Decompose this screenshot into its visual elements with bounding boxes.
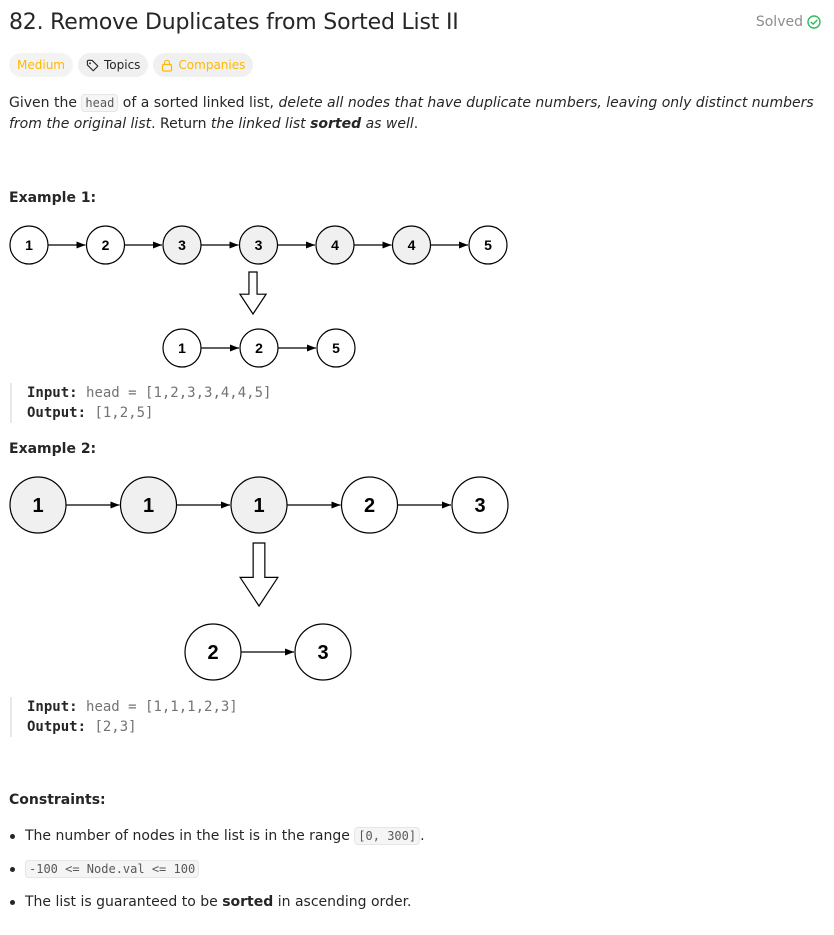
example-1-io — [10, 383, 271, 423]
desc-text: of a sorted linked list, — [118, 95, 279, 111]
topics-label: Topics — [103, 58, 141, 72]
desc-emphasis-text: the linked list — [210, 116, 311, 132]
constraint-text: in ascending order. — [273, 894, 412, 910]
companies-tag[interactable] — [153, 53, 253, 77]
constraint-item — [9, 892, 809, 925]
output-key: Output: — [27, 719, 87, 735]
difficulty-badge[interactable]: Medium — [9, 53, 73, 77]
example-2-label: Example 2: — [9, 441, 97, 457]
list-node-value: 3 — [178, 237, 186, 254]
desc-emphasis: delete all nodes that have duplicate numbers, leaving only distinct numbers from the original list — [9, 95, 814, 132]
output-key: Output: — [27, 405, 87, 421]
desc-strong: sorted — [310, 116, 362, 132]
desc-text: . — [413, 116, 419, 132]
constraint-text: . — [420, 828, 425, 844]
desc-text: . Return — [151, 116, 211, 132]
example-2-io — [10, 697, 238, 737]
solved-status — [756, 12, 821, 32]
list-node-value: 3 — [317, 642, 329, 665]
desc-emphasis — [211, 116, 414, 132]
title-row — [9, 8, 821, 38]
output-value: [2,3] — [94, 719, 137, 735]
list-node-value: 1 — [178, 340, 186, 357]
inline-code-head: head — [81, 94, 118, 112]
desc-text: Given the — [9, 95, 82, 111]
tag-row — [9, 53, 253, 77]
list-node-value: 1 — [142, 495, 155, 518]
transform-arrow-icon — [240, 543, 278, 606]
constraints-list — [9, 826, 809, 925]
list-node-value: 5 — [484, 237, 492, 254]
constraints-label: Constraints: — [9, 792, 106, 808]
list-node-value: 1 — [32, 495, 44, 518]
list-node-value: 2 — [207, 642, 219, 665]
topics-tag[interactable] — [78, 53, 148, 77]
constraint-item — [9, 826, 809, 859]
input-key: Input: — [27, 699, 78, 715]
list-node-value: 4 — [331, 237, 339, 254]
lock-icon — [161, 59, 173, 72]
transform-arrow-icon — [240, 272, 266, 314]
desc-emphasis-text: as well — [361, 116, 414, 132]
list-node-value: 2 — [363, 495, 376, 518]
list-node-value: 2 — [101, 237, 110, 254]
example-1-diagram — [0, 215, 520, 373]
tag-icon — [86, 59, 99, 72]
check-circle-icon — [807, 15, 821, 29]
input-value: head = [1,1,1,2,3] — [86, 699, 238, 715]
solved-label: Solved — [755, 14, 803, 30]
example-2-diagram — [0, 470, 520, 685]
companies-label: Companies — [178, 58, 246, 72]
constraint-code: [0, 300] — [354, 827, 420, 845]
list-node-value: 3 — [254, 237, 263, 254]
list-node-value: 4 — [407, 237, 416, 254]
output-value: [1,2,5] — [94, 405, 154, 421]
constraint-text: The number of nodes in the list is in the range — [25, 828, 355, 844]
input-value: head = [1,2,3,3,4,4,5] — [86, 385, 272, 401]
example-1-label: Example 1: — [9, 190, 97, 206]
constraint-text: The list is guaranteed to be — [25, 894, 223, 910]
input-key: Input: — [27, 385, 78, 401]
constraint-strong: sorted — [222, 894, 274, 910]
list-node-value: 5 — [332, 340, 340, 357]
list-node-value: 1 — [253, 495, 265, 518]
problem-title[interactable]: 82. Remove Duplicates from Sorted List II — [9, 10, 459, 35]
list-node-value: 2 — [255, 340, 263, 357]
list-node-value: 1 — [25, 237, 33, 254]
problem-description — [9, 93, 824, 135]
constraint-item — [9, 859, 809, 892]
list-node-value: 3 — [474, 495, 486, 518]
constraint-code: -100 <= Node.val <= 100 — [25, 860, 199, 878]
